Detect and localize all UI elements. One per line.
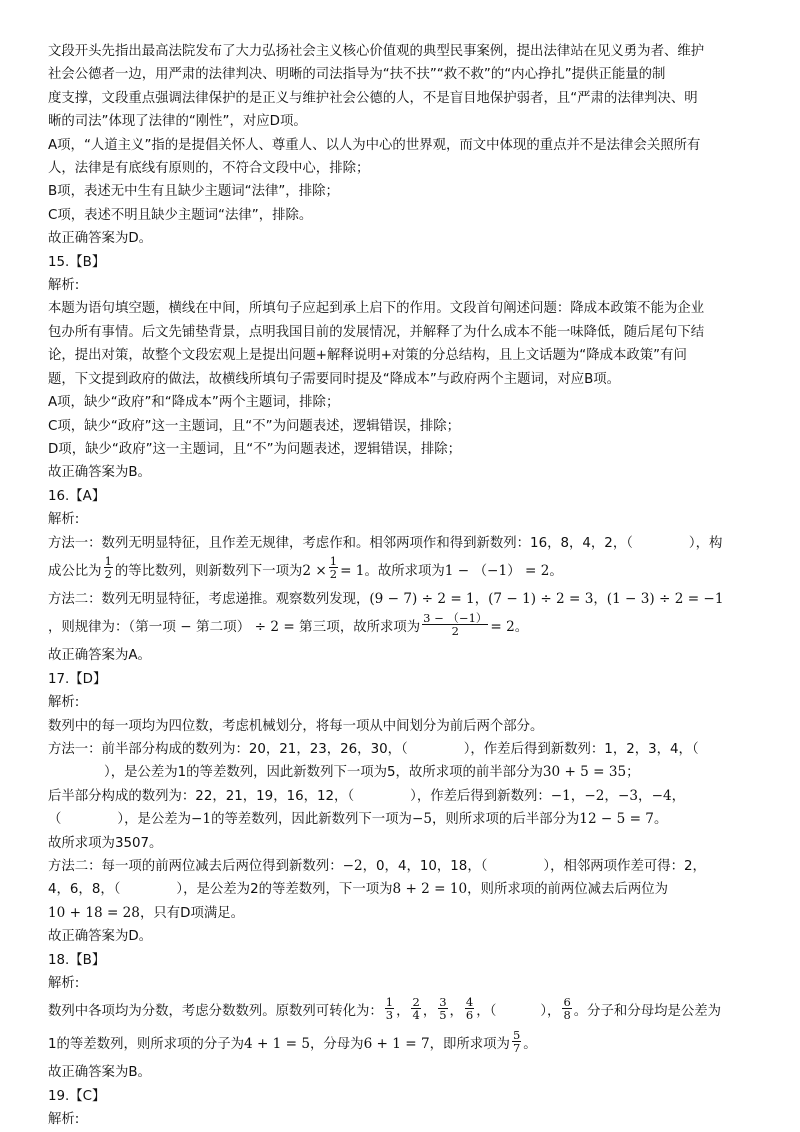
q18-block bbox=[48, 949, 750, 1085]
math: −5 bbox=[411, 811, 432, 828]
q15-block bbox=[48, 251, 750, 485]
fraction: $\frac{1}{3}$ bbox=[385, 994, 394, 1022]
text: 的等比数列，则新数列下一项为 bbox=[114, 563, 303, 579]
fraction: $\frac{3 - (-1)}{2}$ bbox=[423, 610, 488, 638]
text: ，（ bbox=[476, 1004, 497, 1020]
text: 1的等差数列，则所求项的分子为 bbox=[48, 1037, 244, 1053]
text: ，分母为 bbox=[310, 1037, 364, 1053]
text-line: 晰的司法”体现了法律的“刚性”，对应D项。 bbox=[48, 114, 307, 130]
text: 。 bbox=[514, 620, 529, 636]
math: 2 × bbox=[302, 562, 327, 579]
text: 方法一：前半部分构成的数列为：20，21，23，26，30，（ bbox=[48, 741, 408, 757]
text-line: 题，下文提到政府的做法，故横线所填句子需要同时提及“降成本”与政府两个主题词，对应B项。 bbox=[48, 371, 621, 387]
math: −1，−2，−3，−4， bbox=[550, 787, 686, 804]
method-1-line-4 bbox=[48, 808, 750, 831]
text: ， bbox=[474, 591, 489, 607]
text: ， bbox=[593, 591, 607, 607]
q18-line-1 bbox=[48, 995, 750, 1028]
text: 方法一：数列无明显特征，且作差无规律，考虑作和。相邻两项作和得到新数列：16，8，4，2，（ bbox=[48, 535, 633, 551]
text: ，故所求项为 bbox=[339, 620, 421, 636]
math: −2 bbox=[342, 858, 363, 874]
math: 1 − （−1） = 2 bbox=[444, 562, 550, 579]
text: 。 bbox=[523, 1037, 537, 1053]
fraction: $\frac{1}{2}$ bbox=[104, 554, 112, 582]
text-line: D项，缺少“政府”这一主题词，且“不”为问题表述，逻辑错误，排除； bbox=[48, 441, 461, 457]
text-line: 包办所有事情。后文先铺垫背景，点明我国目前的发展情况，并解释了为什么成本不能一味降低，随后尾句下结 bbox=[48, 324, 705, 340]
method-1-line-2 bbox=[48, 761, 750, 784]
text: 后半部分构成的数列为：22，21，19，16，12，（ bbox=[48, 788, 355, 804]
text: ），作差后得到新数列：1，2，3，4，（ bbox=[463, 741, 699, 757]
text: ，则规律为： bbox=[48, 620, 129, 636]
text: 成公比为 bbox=[48, 563, 102, 579]
math: (1 − 3) ÷ 2 = −1 bbox=[606, 590, 724, 607]
text-line: 数列中的每一项均为四位数，考虑机械划分，将每一项从中间划分为前后两个部分。 bbox=[48, 718, 544, 734]
fraction: $\frac{3}{5}$ bbox=[439, 994, 447, 1022]
text: 。 bbox=[549, 563, 563, 579]
analysis-label: 解析: bbox=[48, 278, 80, 294]
text: 4，6，8，（ bbox=[48, 882, 121, 898]
text: 。故所求项为 bbox=[364, 563, 445, 579]
text: 。 bbox=[653, 812, 668, 828]
method-2-line-2 bbox=[48, 878, 750, 901]
fraction: $\frac{6}{8}$ bbox=[563, 994, 571, 1022]
math: = 2 bbox=[490, 619, 515, 636]
answer-line: 故正确答案为D。 bbox=[48, 231, 153, 247]
text-line: 故所求项为3507。 bbox=[48, 835, 163, 851]
text-line: 社会公德者一边，用严肃的法律判决、明晰的司法指导为“扶不扶”“救不救”的“内心挣扎”提供正能量的制 bbox=[48, 67, 666, 83]
analysis-label: 解析: bbox=[48, 695, 80, 711]
q14-analysis bbox=[48, 40, 750, 251]
method-1-line-2 bbox=[48, 555, 750, 588]
math: 6 + 1 = 7 bbox=[363, 1036, 430, 1053]
text: ，则所求项的前两位减去后两位为 bbox=[467, 882, 669, 898]
text: ，即所求项为 bbox=[429, 1037, 510, 1053]
text: 数列中各项均为分数，考虑分数数列。原数列可转化为： bbox=[48, 1004, 383, 1020]
answer-line: 故正确答案为B。 bbox=[48, 465, 151, 481]
answer-line: 故正确答案为D。 bbox=[48, 929, 153, 945]
text: 的等差数列，因此新数列下一项为 bbox=[211, 812, 412, 828]
text: 方法二：每一项的前两位减去后两位得到新数列： bbox=[48, 859, 343, 874]
answer-line: 故正确答案为B。 bbox=[48, 1065, 151, 1081]
method-1-line-1 bbox=[48, 532, 750, 555]
text-line: B项，表述无中生有且缺少主题词“法律”，排除； bbox=[48, 184, 339, 200]
text: ， bbox=[396, 1004, 410, 1020]
text: ），相邻两项作差可得：2， bbox=[543, 859, 706, 874]
q18-line-2 bbox=[48, 1028, 750, 1061]
text: ，则所求项的后半部分为 bbox=[432, 812, 580, 828]
question-header: 18.【B】 bbox=[48, 952, 106, 968]
text: ， bbox=[422, 1004, 437, 1020]
text-line: C项，表述不明且缺少主题词“法律”，排除。 bbox=[48, 207, 313, 223]
text: ，0，4，10，18，（ bbox=[362, 859, 488, 874]
method-2-line-2 bbox=[48, 611, 750, 644]
answer-line: 故正确答案为A。 bbox=[48, 648, 151, 664]
text-line: 度支撑，文段重点强调法律保护的是正义与维护社会公德的人，不是盲目地保护弱者，且“严肃的法律判决、明 bbox=[48, 90, 698, 106]
text: ）， bbox=[540, 1004, 561, 1020]
text: ； bbox=[626, 765, 640, 781]
analysis-label: 解析: bbox=[48, 512, 80, 528]
math: 4 + 1 = 5 bbox=[244, 1036, 311, 1053]
math: 30 + 5 = 35 bbox=[542, 764, 627, 781]
method-2-line-1 bbox=[48, 855, 750, 878]
analysis-label: 解析: bbox=[48, 1112, 80, 1128]
text: ），作差后得到新数列： bbox=[410, 788, 551, 804]
q19-block bbox=[48, 1085, 750, 1132]
text-line: A项，缺少“政府”和“降成本”两个主题词，排除； bbox=[48, 395, 340, 411]
text: （ bbox=[48, 812, 62, 828]
text: 。分子和分母均是公差为 bbox=[573, 1004, 722, 1020]
text-line: 文段开头先指出最高法院发布了大力弘扬社会主义核心价值观的典型民事案例，提出法律站在见义勇为者、维护 bbox=[48, 44, 705, 59]
text-line: 论，提出对策，故整个文段宏观上是提出问题+解释说明+对策的分总结构，且上文话题为“降成本政策”有问 bbox=[48, 348, 687, 364]
question-header: 16.【A】 bbox=[48, 488, 106, 504]
question-header: 17.【D】 bbox=[48, 671, 107, 687]
question-header: 19.【C】 bbox=[48, 1088, 106, 1104]
text: ，只有D项满足。 bbox=[139, 905, 245, 921]
text: ），是公差为2的等差数列，下一项为 bbox=[176, 882, 393, 898]
method-2-line-1 bbox=[48, 588, 750, 611]
text-line: 本题为语句填空题，横线在中间，所填句子应起到承上启下的作用。文段首句阐述问题：降成本政策不能为企业 bbox=[48, 301, 705, 317]
text: ），是公差为1的等差数列，因此新数列下一项为5，故所求项的前半部分为 bbox=[104, 765, 543, 781]
fraction: $\frac{1}{2}$ bbox=[329, 554, 338, 582]
method-1-line-3 bbox=[48, 785, 750, 808]
fraction: $\frac{5}{7}$ bbox=[512, 1027, 521, 1055]
fraction: $\frac{4}{6}$ bbox=[465, 994, 474, 1022]
text: ），构 bbox=[688, 535, 723, 551]
math: = 1 bbox=[340, 562, 365, 579]
q16-block bbox=[48, 485, 750, 668]
text: 方法二：数列无明显特征，考虑递推。观察数列发现， bbox=[48, 591, 370, 607]
math: 8 + 2 = 10 bbox=[392, 881, 468, 898]
math: (9 − 7) ÷ 2 = 1 bbox=[369, 590, 475, 607]
math: (7 − 1) ÷ 2 = 3 bbox=[488, 590, 594, 607]
text: ， bbox=[449, 1004, 463, 1020]
method-1-line-1 bbox=[48, 738, 750, 761]
text-line: C项，缺少“政府”这一主题词，且“不”为问题表述，逻辑错误，排除； bbox=[48, 418, 461, 434]
text: ），是公差为 bbox=[117, 812, 192, 828]
question-header: 15.【B】 bbox=[48, 254, 106, 270]
fraction: $\frac{2}{4}$ bbox=[412, 994, 420, 1022]
q17-block bbox=[48, 668, 750, 949]
text-line: 人，法律是有底线有原则的，不符合文段中心，排除； bbox=[48, 161, 370, 177]
analysis-label: 解析: bbox=[48, 976, 80, 992]
math: 12 − 5 = 7 bbox=[579, 811, 654, 828]
math: （第一项 − 第二项） ÷ 2 = 第三项 bbox=[128, 619, 340, 636]
math: −1 bbox=[191, 811, 212, 828]
method-2-line-3 bbox=[48, 902, 750, 925]
math: 10 + 18 = 28 bbox=[48, 904, 140, 921]
text-line: A项，“人道主义”指的是提倡关怀人、尊重人、以人为中心的世界观，而文中体现的重点并不是法律会关照所有 bbox=[48, 137, 701, 153]
